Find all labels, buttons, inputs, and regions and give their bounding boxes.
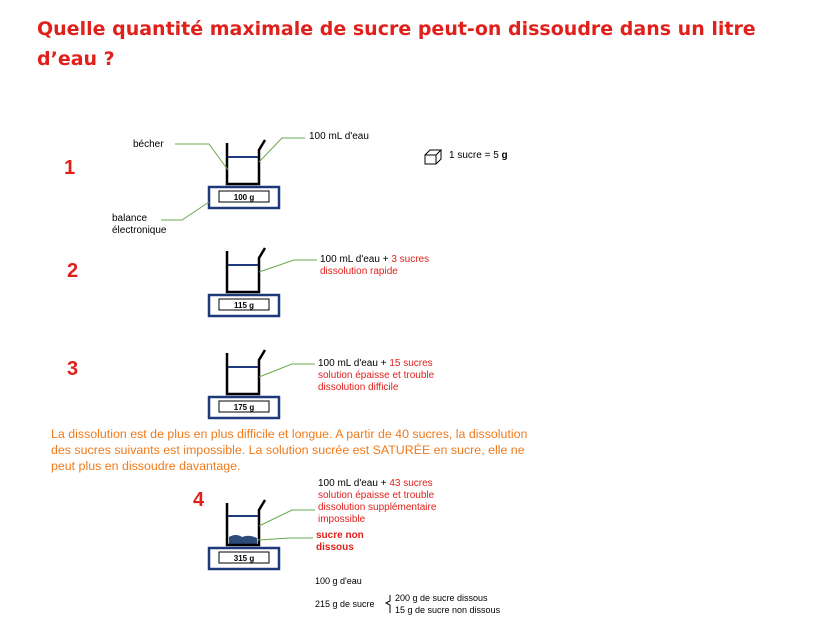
undissolved-label-line2: dissous (316, 542, 354, 553)
breakdown-sugar: 215 g de sucre (315, 599, 375, 609)
step-4-line-2: dissolution supplémentaire (318, 502, 437, 513)
beaker-setup-4 (209, 500, 315, 569)
step-number-3: 3 (67, 358, 79, 380)
sugar-cube-icon (425, 150, 441, 164)
undissolved-label (316, 530, 364, 554)
saturation-note: La dissolution est de plus en plus difficile et longue. A partir de 40 sucres, la dissolution des sucres suivants est impossible. La solution sucrée est SATURÉE en sucre, elle ne peut plus en dissoudre davantage. (51, 427, 528, 473)
undissolved-label-line1: sucre non (316, 530, 364, 541)
breakdown-water: 100 g d'eau (315, 576, 362, 586)
step-4-prefix: 100 mL d'eau + (318, 478, 390, 489)
conversion-value: 1 sucre = 5 (449, 150, 502, 161)
step-number-4: 4 (193, 489, 205, 511)
breakdown-brace (386, 595, 390, 613)
balance-label (112, 213, 166, 237)
step-4-description (318, 478, 436, 526)
undissolved-sugar (229, 535, 257, 544)
step-number-2: 2 (67, 260, 79, 282)
conversion-unit: g (501, 150, 508, 161)
step-3-prefix: 100 mL d'eau + (318, 358, 390, 369)
becher-label: bécher (133, 139, 164, 150)
breakdown-undissolved: 15 g de sucre non dissous (395, 605, 501, 615)
step-3-line-1: solution épaisse et trouble (318, 370, 435, 381)
scale-3-label: 175 g (233, 403, 255, 412)
beaker-setup-2 (209, 248, 317, 316)
beaker-setup-1 (161, 138, 305, 220)
water-label: 100 mL d'eau (309, 131, 369, 142)
step-3-sugar-count: 15 sucres (389, 358, 433, 369)
scale-1-label: 100 g (233, 193, 255, 202)
page-title: Quelle quantité maximale de sucre peut-on dissoudre dans un litre d’eau ? (37, 18, 756, 70)
step-3-description (318, 358, 434, 394)
step-2-description (320, 254, 429, 278)
breakdown-dissolved: 200 g de sucre dissous (395, 593, 488, 603)
beaker-3 (227, 350, 265, 394)
beaker-2 (227, 248, 265, 292)
step-4-line-1: solution épaisse et trouble (318, 490, 435, 501)
scale-2-label: 115 g (233, 301, 255, 310)
beaker-setup-3 (209, 350, 315, 418)
step-4-sugar-count: 43 sucres (389, 478, 433, 489)
balance-label-line2: électronique (112, 225, 167, 236)
step-number-1: 1 (64, 157, 76, 179)
step-2-sugar-count: 3 sucres (391, 254, 430, 265)
scale-4-label: 315 g (233, 554, 255, 563)
step-2-prefix: 100 mL d'eau + (320, 254, 392, 265)
step-4-line-3: impossible (318, 514, 366, 525)
step-3-line-2: dissolution difficile (318, 382, 399, 393)
conversion-text (449, 150, 508, 162)
balance-label-line1: balance (112, 213, 148, 224)
step-2-line-1: dissolution rapide (320, 266, 398, 277)
